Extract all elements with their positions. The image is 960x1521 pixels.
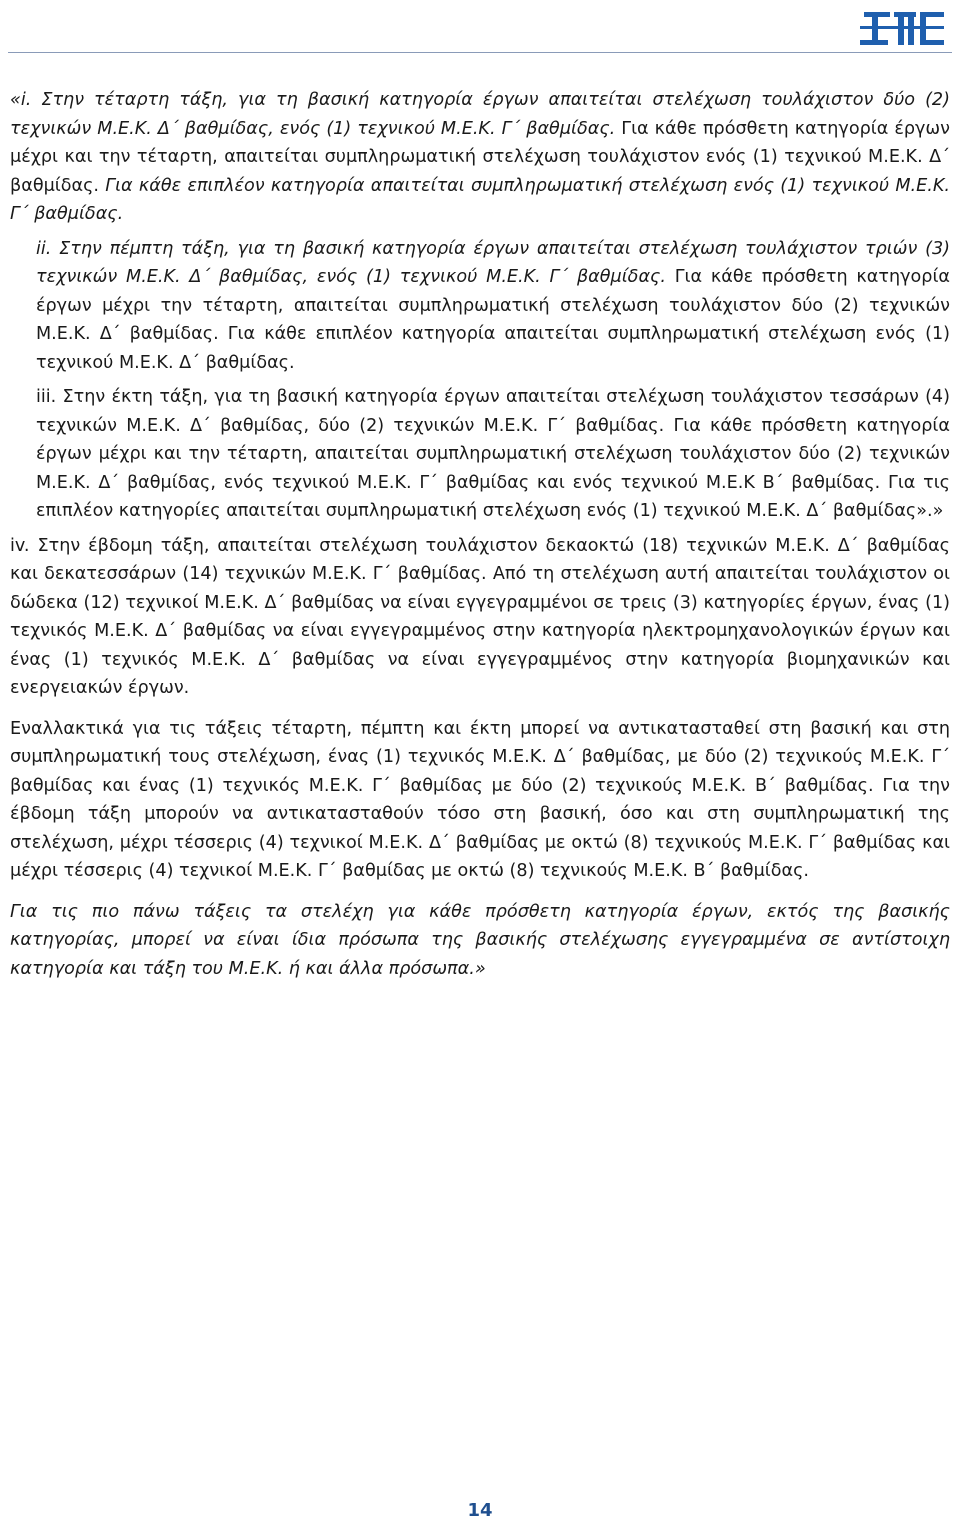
paragraph-text: iv. Στην έβδομη τάξη, απαιτείται στελέχωση τουλάχιστον δεκαοκτώ (18) τεχνικών Μ.Ε.Κ. Δ΄ βαθμίδας και δεκατεσσάρων (14) τεχνικών Μ.Ε.Κ. Γ΄ βαθμίδας. Από τη στελέχωση αυτή απαιτείται τουλάχιστον οι δώδεκα (12) τεχνικοί Μ.Ε.Κ. Δ΄ βαθμίδας να είναι εγγεγραμμένοι σε τρεις (3) κατηγορίες έργων, ένας (1) τεχνικός Μ.Ε.Κ. Δ΄ βαθμίδας να είναι εγγεγραμμένος στην κατηγορία ηλεκτρομηχανολογικών έργων και ένας (1) τεχνικός Μ.Ε.Κ. Δ΄ βαθμίδας να είναι εγγεγραμμένος στην κατηγορία βιομηχανικών και ενεργειακών έργων. <box>10 535 950 698</box>
paragraph-additional-categories <box>10 898 950 984</box>
header-divider <box>8 52 952 53</box>
paragraph-text: iii. Στην έκτη τάξη, για τη βασική κατηγορία έργων απαιτείται στελέχωση τουλάχιστον τεσσάρων (4) τεχνικών Μ.Ε.Κ. Δ΄ βαθμίδας, δύο (2) τεχνικών Μ.Ε.Κ. Γ΄ βαθμίδας. Για κάθε πρόσθετη κατηγορία έργων μέχρι και την τέταρτη, απαιτείται συμπληρωματική στελέχωση τουλάχιστον δύο (2) τεχνικών Μ.Ε.Κ. Δ΄ βαθμίδας, ενός τεχνικού Μ.Ε.Κ. Γ΄ βαθμίδας και ενός τεχνικού Μ.Ε.Κ Β΄ βαθμίδας. Για τις επιπλέον κατηγορίες απαιτείται συμπληρωματική στελέχωση ενός (1) τεχνικού Μ.Ε.Κ. Δ΄ βαθμίδας».» <box>36 387 950 521</box>
organization-logo-icon <box>858 8 946 48</box>
paragraph-class-seven <box>10 532 950 703</box>
paragraph-class-five <box>10 235 950 378</box>
paragraph-alternative-staffing <box>10 715 950 886</box>
paragraph-text: Για κάθε πρόσθετη κατηγορία έργων μέχρι και την τέταρτη, απαιτείται συμπληρωματική στελέχωση τουλάχιστον ενός (1) τεχνικού Μ.Ε.Κ. Δ΄ βαθμίδας. <box>10 118 950 196</box>
paragraph-text: Για κάθε πρόσθετη κατηγορία έργων μέχρι την τέταρτη, απαιτείται συμπληρωματική στελέχωση τουλάχιστον δύο (2) τεχνικών Μ.Ε.Κ. Δ΄ βαθμίδας. Για κάθε επιπλέον κατηγορία απαιτείται συμπληρωματική στελέχωση ενός (1) τεχνικού Μ.Ε.Κ. Δ΄ βαθμίδας. <box>36 267 951 373</box>
paragraph-text: Εναλλακτικά για τις τάξεις τέταρτη, πέμπτη και έκτη μπορεί να αντικατασταθεί στη βασική και στη συμπληρωματική τους στελέχωση, ένας (1) τεχνικός Μ.Ε.Κ. Δ΄ βαθμίδας, με δύο (2) τεχνικούς Μ.Ε.Κ. Γ΄ βαθμίδας και ένας (1) τεχνικός Μ.Ε.Κ. Γ΄ βαθμίδας με δύο (2) τεχνικούς Μ.Ε.Κ. Β΄ βαθμίδας. Για την έβδομη τάξη μπορούν να αντικατασταθούν τόσο στη βασική, όσο και στη συμπληρωματική της στελέχωση, μέχρι τέσσερις (4) τεχνικοί Μ.Ε.Κ. Δ΄ βαθμίδας με οκτώ (8) τεχνικούς Μ.Ε.Κ. Γ΄ βαθμίδας και μέχρι τέσσερις (4) τεχνικοί Μ.Ε.Κ. Γ΄ βαθμίδας με οκτώ (8) τεχνικούς Μ.Ε.Κ. Β΄ βαθμίδας. <box>10 718 950 881</box>
paragraph-text: Για κάθε επιπλέον κατηγορία απαιτείται συμπληρωματική στελέχωση ενός (1) τεχνικού Μ.Ε.Κ. Γ΄ βαθμίδας. <box>10 175 950 224</box>
paragraph-text: Για τις πιο πάνω τάξεις τα στελέχη για κάθε πρόσθετη κατηγορία έργων, εκτός της βασικής κατηγορίας, μπορεί να είναι ίδια πρόσωπα της βασικής στελέχωσης εγγεγραμμένα σε αντίστοιχη κατηγορία και τάξη του Μ.Ε.Κ. ή και άλλα πρόσωπα.» <box>10 901 950 979</box>
organization-logo <box>858 8 946 48</box>
paragraph-class-four <box>10 86 950 229</box>
document-body <box>10 86 950 983</box>
paragraph-text: «i. Στην τέταρτη τάξη, για τη βασική κατηγορία έργων απαιτείται στελέχωση τουλάχιστον δύο (2) τεχνικών Μ.Ε.Κ. Δ΄ βαθμίδας, ενός (1) τεχνικού Μ.Ε.Κ. Γ΄ βαθμίδας. <box>10 90 950 139</box>
paragraph-text: ii. Στην πέμπτη τάξη, για τη βασική κατηγορία έργων απαιτείται στελέχωση τουλάχιστον τριών (3) τεχνικών Μ.Ε.Κ. Δ΄ βαθμίδας, ενός (1) τεχνικού Μ.Ε.Κ. Γ΄ βαθμίδας. <box>36 238 950 287</box>
page-number: 14 <box>467 1500 493 1521</box>
paragraph-class-six <box>10 383 950 526</box>
